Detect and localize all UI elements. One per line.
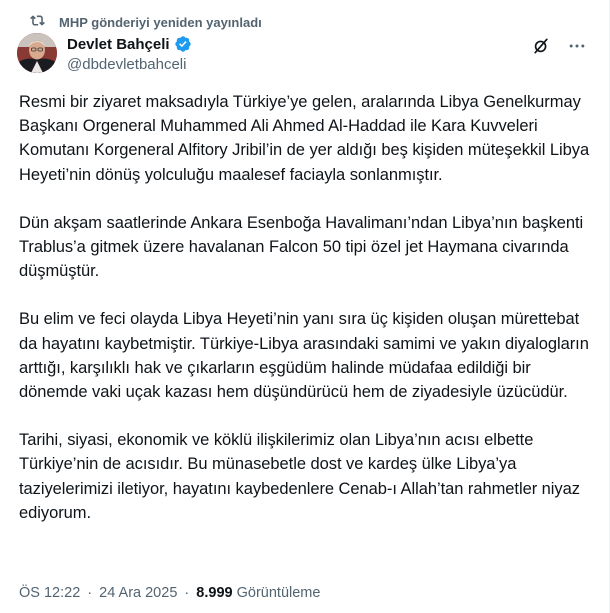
repost-icon (30, 13, 45, 31)
meta-separator: · (87, 585, 93, 601)
author-info (67, 34, 192, 73)
grok-icon[interactable] (531, 36, 551, 56)
tweet-paragraph: Tarihi, siyasi, ekonomik ve köklü ilişkilerimiz olan Libya’nın acısı elbette Türkiye’nin de acısıdır. Bu münasebetle dost ve kardeş ülke Libya’ya taziyelerimizi iletiyor, hayatını kaybedenlere Cenab-ı Allah’tan rahmetler niyaz ediyorum. (19, 431, 580, 522)
tweet-paragraph: Resmi bir ziyaret maksadıyla Türkiye’ye gelen, aralarında Libya Genelkurmay Başkanı Orgeneral Muhammed Ali Ahmed Al-Haddad ile Kara Kuvveleri Komutanı Korgeneral Alfitory Jribil’in de yer aldığı beş kişiden müteşekkil Libya Heyeti’nin dönüş yolculuğu maalesef faciayla sonlanmıştır. (19, 93, 590, 184)
author-handle[interactable]: @dbdevletbahceli (67, 56, 187, 73)
views-label: Görüntüleme (236, 585, 321, 601)
tweet-time[interactable]: ÖS 12:22 (19, 585, 81, 601)
tweet-date[interactable]: 24 Ara 2025 (99, 585, 178, 601)
meta-separator: · (184, 585, 190, 601)
author-name[interactable]: Devlet Bahçeli (67, 35, 170, 53)
repost-indicator[interactable] (30, 12, 262, 32)
avatar-photo (17, 33, 57, 73)
tweet-meta (19, 585, 320, 601)
verified-badge-icon[interactable] (174, 35, 192, 53)
views-count[interactable]: 8.999 (196, 585, 233, 601)
tweet-paragraph: Dün akşam saatlerinde Ankara Esenboğa Havalimanı’ndan Libya’nın başkenti Trablus’a gitmek üzere havalanan Falcon 50 tipi özel jet Haymana civarında düşmüştür. (19, 213, 584, 281)
tweet-text (19, 90, 594, 549)
tweet-paragraph: Bu elim ve feci olayda Libya Heyeti’nin yanı sıra üç kişiden oluşan mürettebat da hayatını kaybetmiştir. Türkiye-Libya arasındaki samimi ve yakın diyalogların arttığı, karşılıklı hak ve çıkarların eşgüdüm halinde müdafaa edildiği bir dönemde vaki uçak kazası hem düşündürücü hem de ziyadesiyle üzücüdür. (19, 310, 589, 402)
more-icon[interactable] (567, 36, 587, 56)
tweet-top-actions (531, 36, 587, 56)
avatar[interactable] (17, 33, 57, 73)
repost-label: MHP gönderiyi yeniden yayınladı (59, 14, 262, 30)
